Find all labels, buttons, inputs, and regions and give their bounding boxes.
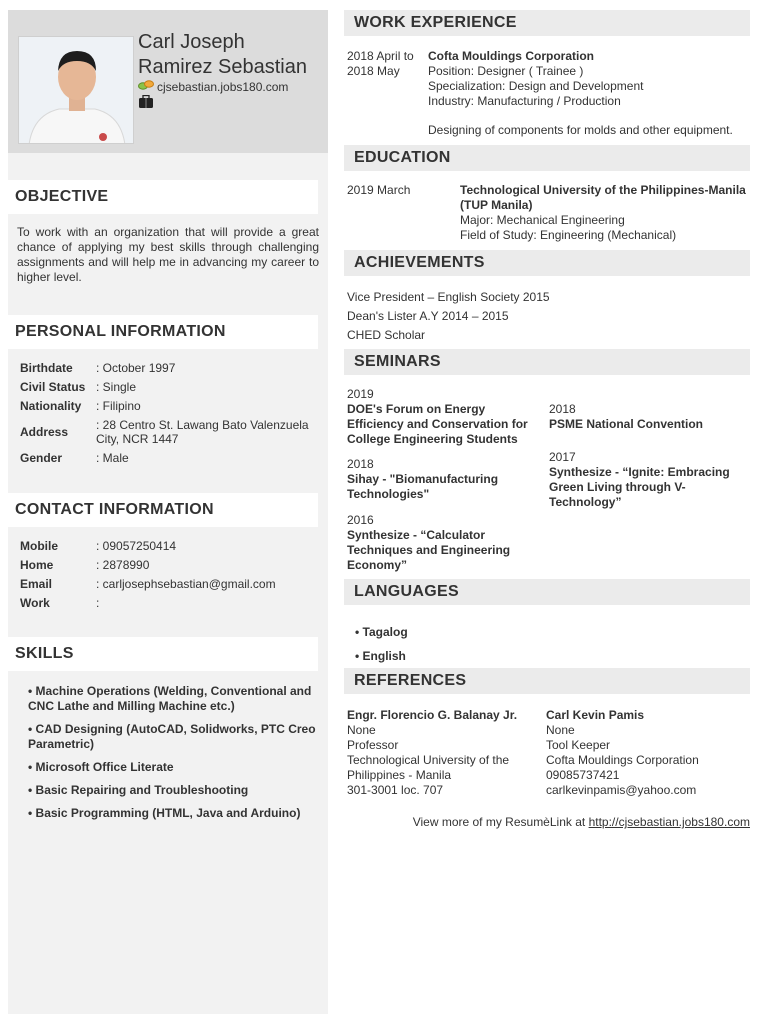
skill-item: • Basic Repairing and Troubleshooting xyxy=(28,783,249,797)
email-value[interactable]: : carljosephsebastian@gmail.com xyxy=(96,577,276,591)
personal-info-heading: PERSONAL INFORMATION xyxy=(8,315,318,349)
contact-info-table xyxy=(20,539,311,615)
languages-heading: LANGUAGES xyxy=(344,579,750,605)
reference-line: 09085737421 xyxy=(546,768,620,782)
work-position: Position: Designer ( Trainee ) xyxy=(428,64,584,78)
info-label: Nationality xyxy=(20,399,82,413)
info-value: : xyxy=(96,596,100,610)
info-label: Address xyxy=(20,425,69,439)
seminar-item xyxy=(549,450,739,510)
objective-heading: OBJECTIVE xyxy=(8,180,318,214)
info-value: : October 1997 xyxy=(96,361,176,375)
profile-website-text[interactable]: cjsebastian.jobs180.com xyxy=(157,79,289,94)
personal-info-row xyxy=(20,451,311,465)
skill-item: • Basic Programming (HTML, Java and Arduino) xyxy=(28,806,301,820)
seminar-item xyxy=(549,402,745,432)
achievements-heading: ACHIEVEMENTS xyxy=(344,250,750,276)
reference-email[interactable]: carlkevinpamis@yahoo.com xyxy=(546,783,697,797)
resume-link[interactable]: http://cjsebastian.jobs180.com xyxy=(588,815,750,829)
profile-name-line2: Ramirez Sebastian xyxy=(138,56,307,78)
seminar-item xyxy=(347,457,543,502)
language-item: • English xyxy=(355,649,406,663)
work-date-line2: 2018 May xyxy=(347,64,400,78)
info-value: : 28 Centro St. Lawang Bato Valenzuela City, NCR 1447 xyxy=(96,418,309,446)
contact-info-row xyxy=(20,539,311,553)
reference-line: Tool Keeper xyxy=(546,738,611,752)
seminars-heading: SEMINARS xyxy=(344,349,750,375)
work-date xyxy=(347,49,427,79)
reference-line: Technological University of the Philippines - Manila xyxy=(347,753,510,782)
skill-item: • CAD Designing (AutoCAD, Solidworks, PTC Creo Parametric) xyxy=(28,722,316,751)
seminar-year: 2016 xyxy=(347,513,374,527)
profile-header xyxy=(8,10,328,153)
seminar-title: Synthesize - “Calculator Techniques and Engineering Economy” xyxy=(347,528,511,572)
education-major: Major: Mechanical Engineering xyxy=(460,213,625,227)
profile-name xyxy=(138,30,324,80)
profile-website[interactable] xyxy=(138,79,288,94)
skill-item: • Microsoft Office Literate xyxy=(28,760,174,774)
profile-photo xyxy=(18,36,134,144)
personal-info-table xyxy=(20,361,311,470)
left-column xyxy=(8,10,328,1014)
work-date-line1: 2018 April to xyxy=(347,49,414,63)
reference-name: Engr. Florencio G. Balanay Jr. xyxy=(347,708,518,722)
achievement-item: Vice President – English Society 2015 xyxy=(347,290,550,304)
reference-line: None xyxy=(546,723,575,737)
skill-item: • Machine Operations (Welding, Conventional and CNC Lathe and Milling Machine etc.) xyxy=(28,684,312,713)
achievement-item: CHED Scholar xyxy=(347,328,426,342)
languages-list xyxy=(355,620,408,668)
briefcase-icon xyxy=(138,95,154,114)
reference-item xyxy=(347,708,537,798)
info-value: : Male xyxy=(96,451,129,465)
info-value: : Single xyxy=(96,380,137,394)
seminar-title: PSME National Convention xyxy=(549,417,704,431)
info-value: : 09057250414 xyxy=(96,539,177,553)
footer-prefix: View more of my ResumèLink at xyxy=(412,815,589,829)
achievement-item: Dean's Lister A.Y 2014 – 2015 xyxy=(347,309,509,323)
personal-info-row xyxy=(20,418,311,446)
info-label: Mobile xyxy=(20,539,58,553)
reference-line: Cofta Mouldings Corporation xyxy=(546,753,699,767)
personal-info-row xyxy=(20,361,311,375)
profile-name-line1: Carl Joseph xyxy=(138,31,245,53)
skills-list xyxy=(28,684,318,829)
reference-line: Professor xyxy=(347,738,399,752)
reference-line: 301-3001 loc. 707 xyxy=(347,783,444,797)
reference-name: Carl Kevin Pamis xyxy=(546,708,645,722)
references-heading: REFERENCES xyxy=(344,668,750,694)
education-date: 2019 March xyxy=(347,183,411,197)
work-experience-heading: WORK EXPERIENCE xyxy=(344,10,750,36)
info-label: Birthdate xyxy=(20,361,73,375)
info-value: : Filipino xyxy=(96,399,141,413)
education-field: Field of Study: Engineering (Mechanical) xyxy=(460,228,677,242)
resume-link-footer xyxy=(413,815,750,829)
work-specialization: Specialization: Design and Development xyxy=(428,79,644,93)
education-heading: EDUCATION xyxy=(344,145,750,171)
contact-info-heading: CONTACT INFORMATION xyxy=(8,493,318,527)
link-icon xyxy=(138,79,154,94)
seminar-item xyxy=(347,513,543,573)
reference-line: None xyxy=(347,723,376,737)
seminar-title: Sihay - "Biomanufacturing Technologies" xyxy=(347,472,499,501)
work-company: Cofta Mouldings Corporation xyxy=(428,49,594,63)
achievements-list xyxy=(347,288,550,345)
seminar-title: DOE's Forum on Energy Efficiency and Conservation for College Engineering Students xyxy=(347,402,528,446)
contact-info-row xyxy=(20,577,311,591)
education-school: Technological University of the Philippines-Manila (TUP Manila) xyxy=(460,183,746,212)
info-label: Work xyxy=(20,596,50,610)
personal-info-row xyxy=(20,399,311,413)
work-industry: Industry: Manufacturing / Production xyxy=(428,94,621,108)
contact-info-row xyxy=(20,558,311,572)
work-description: Designing of components for molds and other equipment. xyxy=(428,123,733,137)
seminar-year: 2019 xyxy=(347,387,374,401)
skills-heading: SKILLS xyxy=(8,637,318,671)
contact-info-row xyxy=(20,596,311,610)
seminar-title: Synthesize - “Ignite: Embracing Green Living through V-Technology” xyxy=(549,465,730,509)
info-value: : 2878990 xyxy=(96,558,150,572)
education-detail xyxy=(460,183,750,243)
info-label: Home xyxy=(20,558,54,572)
work-detail xyxy=(428,49,748,138)
info-label: Civil Status xyxy=(20,380,86,394)
seminar-item xyxy=(347,387,543,447)
objective-text: To work with an organization that will provide a great chance of applying my best skills through challenging assignments and will help me in advancing my career to higher level. xyxy=(17,225,319,284)
reference-item xyxy=(546,708,736,798)
info-label: Gender xyxy=(20,451,63,465)
seminar-year: 2018 xyxy=(549,402,576,416)
seminar-year: 2017 xyxy=(549,450,576,464)
personal-info-row xyxy=(20,380,311,394)
language-item: • Tagalog xyxy=(355,625,408,639)
info-label: Email xyxy=(20,577,53,591)
seminar-year: 2018 xyxy=(347,457,374,471)
